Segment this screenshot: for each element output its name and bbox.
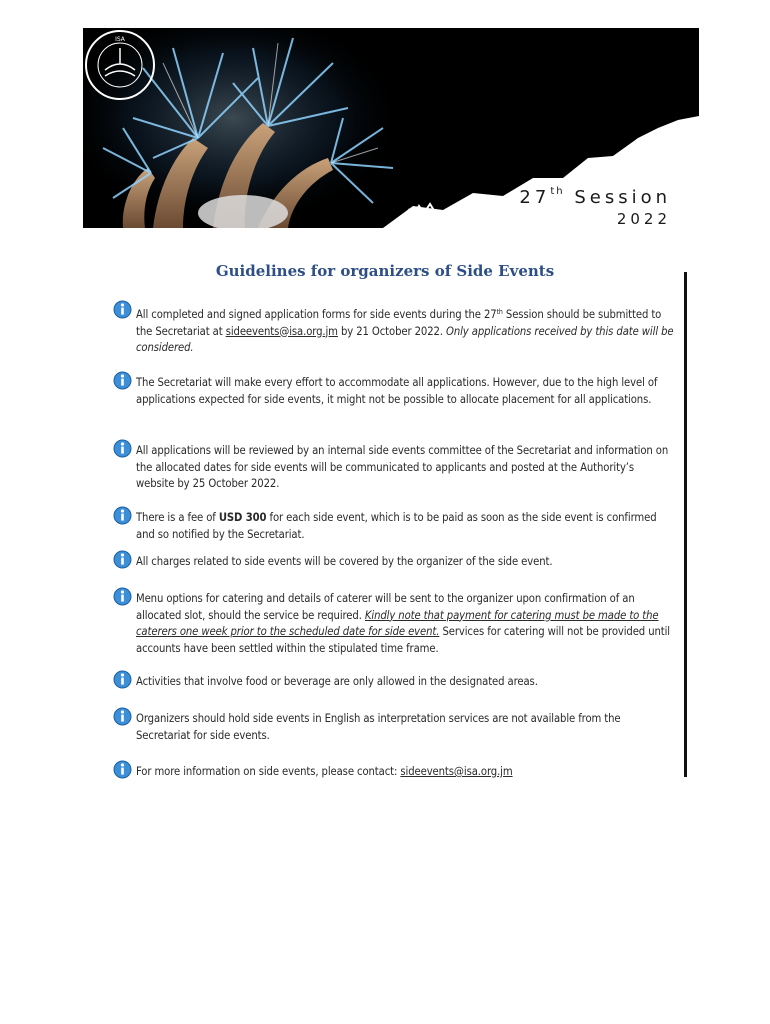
list-item <box>113 764 675 781</box>
info-icon <box>113 439 132 458</box>
item-text: The Secretariat will make every effort to accommodate all applications. However, due to the high level of applications expected for side events, it might not be possible to allocate placement for all applications. <box>136 376 658 406</box>
vertical-divider <box>684 272 687 777</box>
item-text: for each side event, which is to be paid as soon as the side event is confirmed and so notified by the Secretariat. <box>136 511 657 541</box>
list-item <box>113 304 675 357</box>
info-icon <box>113 506 132 525</box>
item-text: All applications will be reviewed by an internal side events committee of the Secretariat and information on the allocated dates for side events will be communicated to applicants and posted at the Authority’s website by 25 October 2022. <box>136 444 669 490</box>
item-text: All charges related to side events will be covered by the organizer of the side event. <box>136 555 553 568</box>
list-item <box>113 375 675 408</box>
isa-logo-icon <box>83 28 157 102</box>
email-link[interactable]: sideevents@isa.org.jm <box>400 765 513 778</box>
session-suffix: th <box>550 186 565 197</box>
item-text: All completed and signed application forms for side events during the 27 <box>136 308 497 321</box>
header-banner <box>83 28 699 228</box>
item-text: There is a fee of <box>136 511 219 524</box>
catering-note: Kindly note that payment for catering must be made to the caterers one week prior to the scheduled date for side event. <box>136 608 659 638</box>
list-item <box>113 711 675 744</box>
list-item <box>113 591 675 657</box>
item-text: Menu options for catering and details of caterer will be sent to the organizer upon confirmation of an allocated slot, should the service be required. <box>136 592 635 622</box>
superscript: th <box>496 308 503 316</box>
session-label <box>519 186 671 228</box>
session-number: 27 <box>519 187 551 208</box>
fee-amount: USD 300 <box>218 511 267 524</box>
page-title: Guidelines for organizers of Side Events <box>215 262 555 280</box>
item-text: Organizers should hold side events in English as interpretation services are not available from the Secretariat for side events. <box>136 712 621 742</box>
info-icon <box>113 300 132 319</box>
list-item <box>113 510 675 543</box>
info-icon <box>113 670 132 689</box>
list-item <box>113 674 675 691</box>
info-icon <box>113 587 132 606</box>
item-note: Only applications received by this date will be considered. <box>136 324 674 354</box>
session-year: 2022 <box>616 210 671 228</box>
info-icon <box>113 760 132 779</box>
info-icon <box>113 550 132 569</box>
svg-text:ISA: ISA <box>115 36 125 43</box>
email-link[interactable]: sideevents@isa.org.jm <box>225 324 338 338</box>
item-text: Activities that involve food or beverage are only allowed in the designated areas. <box>136 675 538 688</box>
item-text: For more information on side events, please contact: <box>136 765 401 778</box>
list-item <box>113 554 675 571</box>
item-text: by 21 October 2022. <box>337 324 446 338</box>
item-text: Services for catering will not be provided until accounts have been settled within the stipulated time frame. <box>136 625 670 655</box>
item-text: Session should be submitted to the Secretariat at <box>136 308 662 338</box>
list-item <box>113 443 675 493</box>
session-word: Session <box>574 187 671 208</box>
info-icon <box>113 371 132 390</box>
info-icon <box>113 707 132 726</box>
